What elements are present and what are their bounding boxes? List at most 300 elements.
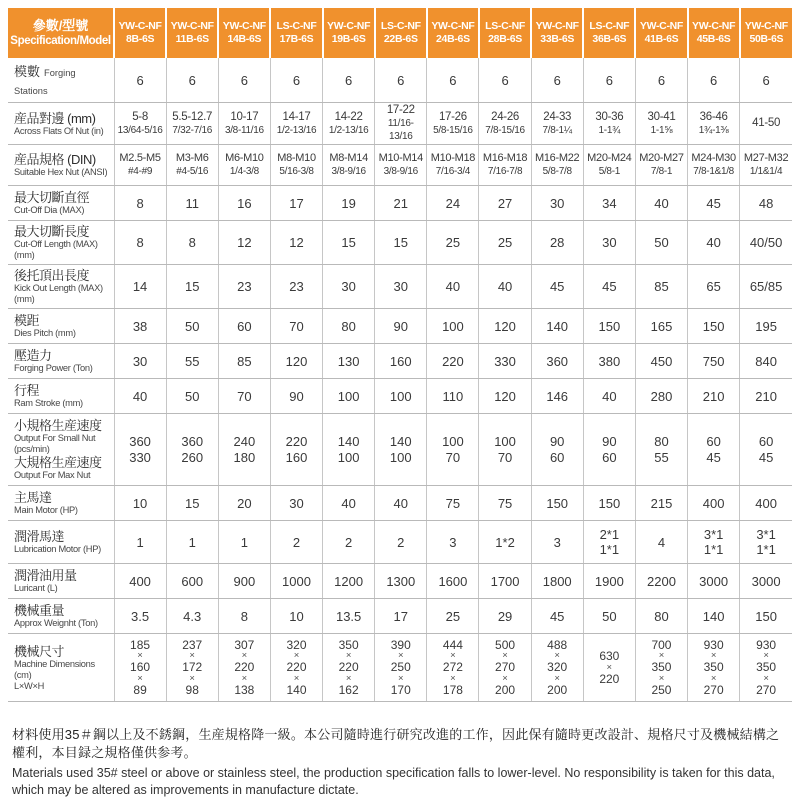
spec-cell [166, 521, 218, 564]
spec-cell-line: × [710, 650, 717, 662]
spec-model-header-zh: 參數/型號 [32, 18, 89, 33]
column-header-22b-6s [375, 8, 427, 58]
column-header-17b-6s [270, 8, 322, 58]
spec-cell [688, 634, 740, 702]
spec-cell-line: 840 [755, 353, 777, 369]
spec-cell-line: 7/8-15/16 [485, 124, 525, 136]
spec-cell [531, 414, 583, 486]
model-number: 33B-6S [540, 33, 575, 45]
spec-cell-line: 5-8 [132, 110, 148, 123]
spec-cell [635, 186, 687, 221]
spec-cell-line: 23 [237, 279, 252, 294]
row-label-output-speed [8, 414, 114, 486]
spec-cell [114, 265, 166, 309]
spec-cell-line: × [137, 650, 143, 662]
spec-cell [479, 599, 531, 634]
spec-cell-line: 380 [598, 353, 621, 369]
spec-cell [479, 634, 531, 702]
spec-cell [740, 414, 792, 486]
spec-cell-line: 600 [181, 573, 204, 589]
spec-cell [427, 58, 479, 103]
footnote-english: Materials used 35# steel or above or stainless steel, the production specification falls to lower-level. No responsibility is taken for this data, which may be altered as improvements in manufacture dictate. [12, 766, 775, 797]
spec-cell-line: 100 [337, 449, 360, 465]
spec-cell [583, 634, 635, 702]
spec-cell [427, 145, 479, 186]
spec-cell-line: 6 [553, 72, 561, 88]
spec-cell-line: 3 [449, 534, 457, 550]
spec-cell-line: 272 [442, 660, 463, 675]
spec-cell [583, 58, 635, 103]
model-number: 24B-6S [436, 33, 470, 45]
spec-cell-line: 41-50 [752, 117, 781, 129]
spec-cell [688, 103, 740, 145]
spec-cell [688, 564, 740, 599]
spec-cell [740, 309, 792, 344]
row-label-text: 壓造力 [14, 348, 52, 363]
spec-cell-line: 1¾-1⅜ [698, 124, 729, 136]
row-label-hex-nut [8, 145, 114, 186]
spec-cell-line: 630 [599, 649, 620, 663]
spec-cell-line: 160 [285, 449, 308, 465]
spec-cell [114, 344, 166, 379]
spec-cell-line: 30 [549, 195, 565, 211]
spec-cell-line: 17 [393, 608, 408, 624]
spec-cell-line: 120 [285, 353, 308, 369]
spec-cell [166, 221, 218, 265]
spec-cell-line: 5/16-3/8 [279, 166, 314, 177]
spec-cell-line: 100 [389, 449, 412, 465]
spec-cell-line: 170 [390, 682, 411, 697]
spec-cell [531, 145, 583, 186]
spec-cell-line: × [710, 672, 717, 684]
spec-cell [218, 414, 270, 486]
spec-cell-line: 5.5-12.7 [172, 110, 213, 123]
spec-cell [479, 309, 531, 344]
spec-cell [635, 221, 687, 265]
spec-cell-line: 85 [654, 279, 669, 294]
spec-cell-line: 110 [442, 388, 464, 404]
spec-cell [635, 58, 687, 103]
spec-cell-line: 165 [650, 318, 673, 334]
spec-cell-line: 60 [602, 449, 617, 465]
spec-cell [583, 599, 635, 634]
spec-cell [114, 564, 166, 599]
spec-cell-line: 45 [758, 449, 774, 465]
row-label-cutoff-dia [8, 186, 114, 221]
column-header-19b-6s [323, 8, 375, 58]
spec-cell-line: 200 [495, 682, 516, 697]
spec-model-header [8, 8, 114, 58]
spec-cell-line: 40/50 [749, 235, 783, 250]
spec-cell-line: 19 [341, 195, 356, 211]
spec-cell [583, 309, 635, 344]
model-series: YW-C-NF [692, 20, 736, 32]
spec-cell-line: 15 [393, 235, 408, 250]
spec-cell-line: 1600 [438, 573, 468, 589]
spec-cell [323, 564, 375, 599]
spec-cell-line: #4-#9 [128, 166, 153, 177]
spec-cell-line: × [345, 672, 352, 684]
spec-cell-line: M20-M27 [639, 152, 684, 164]
spec-cell-line: 6 [188, 72, 196, 88]
spec-cell [688, 521, 740, 564]
spec-cell-line: 1*2 [495, 534, 515, 550]
spec-cell-line: 260 [181, 449, 204, 465]
spec-cell [583, 521, 635, 564]
model-series: YW-C-NF [118, 20, 162, 32]
row-label-lubrication-motor [8, 521, 114, 564]
spec-cell [427, 564, 479, 599]
spec-cell [583, 186, 635, 221]
spec-cell-line: 8 [240, 608, 248, 624]
spec-cell-line: 220 [234, 660, 255, 675]
spec-cell-line: 34 [602, 195, 617, 211]
spec-cell-line: 4.3 [183, 608, 202, 624]
spec-cell-line: 60 [706, 433, 721, 449]
spec-cell [427, 103, 479, 145]
spec-cell [270, 344, 322, 379]
spec-cell [218, 564, 270, 599]
spec-cell-line: 70 [289, 318, 304, 334]
spec-cell [166, 265, 218, 309]
spec-cell-line: #4-5/16 [176, 166, 209, 177]
spec-cell-line: 700 [651, 637, 672, 652]
table-row-kickout-length [8, 265, 792, 309]
spec-cell-line: 3/8-11/16 [224, 124, 264, 136]
spec-cell-line: 360 [129, 433, 151, 449]
spec-cell-line: 6 [657, 72, 666, 88]
spec-cell-line: 50 [654, 235, 669, 250]
spec-cell [635, 521, 687, 564]
spec-cell [740, 221, 792, 265]
spec-cell [479, 414, 531, 486]
spec-cell-line: 1200 [334, 573, 364, 589]
spec-cell [427, 599, 479, 634]
spec-cell [740, 344, 792, 379]
spec-cell [270, 186, 322, 221]
table-row-weight [8, 599, 792, 634]
spec-cell-line: 1*1 [703, 542, 724, 557]
spec-cell-line: 7/8-1&1/8 [693, 166, 734, 177]
row-label-text: Across Flats Of Nut (in) [14, 125, 104, 136]
spec-cell [479, 265, 531, 309]
spec-cell-line: 6 [397, 72, 405, 88]
spec-cell-line: 330 [129, 449, 151, 465]
spec-cell [688, 379, 740, 414]
model-series: YW-C-NF [170, 20, 214, 32]
spec-cell [270, 309, 322, 344]
row-label-text: 後托頂出長度 [14, 268, 90, 283]
spec-cell-line: 30-36 [595, 110, 624, 123]
spec-cell-line: 12 [289, 235, 304, 250]
row-label-text: 大規格生産速度 [14, 455, 102, 470]
column-header-41b-6s [635, 8, 687, 58]
spec-cell-line: 17-22 [386, 104, 415, 116]
spec-cell [166, 309, 218, 344]
column-header-14b-6s [218, 8, 270, 58]
spec-cell [375, 521, 427, 564]
spec-cell-line: 24-26 [491, 110, 520, 123]
spec-cell [323, 344, 375, 379]
spec-cell-line: × [397, 672, 404, 684]
spec-cell [427, 486, 479, 521]
row-label-text: Luricant (L) [14, 583, 58, 593]
spec-cell-line: 270 [703, 682, 724, 697]
spec-cell-line: 3/8-9/16 [331, 166, 366, 177]
spec-cell-line: 75 [445, 495, 461, 511]
spec-cell-line: 48 [758, 195, 774, 211]
spec-cell [740, 265, 792, 309]
spec-cell [635, 634, 687, 702]
row-label-text: Forging Stations [14, 68, 76, 96]
spec-cell [375, 309, 427, 344]
spec-cell [166, 414, 218, 486]
spec-cell-line: 930 [756, 637, 777, 652]
spec-cell-line: 17-26 [438, 110, 467, 123]
spec-cell-line: 40 [706, 235, 721, 250]
column-header-24b-6s [427, 8, 479, 58]
spec-cell-line: × [345, 650, 352, 662]
model-series: YW-C-NF [639, 20, 684, 32]
spec-cell [375, 221, 427, 265]
row-label-text: Machine Dimensions (cm) [14, 658, 95, 680]
spec-cell-line: 140 [389, 433, 412, 449]
table-row-cutoff-length [8, 221, 792, 265]
spec-cell [583, 379, 635, 414]
model-series: LS-C-NF [276, 20, 317, 32]
spec-cell-line: 7/32-7/16 [172, 124, 212, 136]
spec-cell-line: 75 [497, 495, 513, 511]
model-series: LS-C-NF [380, 20, 421, 32]
row-label-text: Dies Pitch (mm) [14, 328, 76, 338]
spec-cell-line: 14 [132, 279, 148, 294]
row-label-text: Main Motor (HP) [14, 505, 78, 515]
spec-cell [270, 521, 322, 564]
spec-cell-line: 2 [397, 534, 405, 550]
spec-cell [270, 265, 322, 309]
spec-cell [688, 599, 740, 634]
table-body [8, 58, 792, 702]
spec-cell-line: 40 [341, 495, 356, 511]
spec-cell-line: 45 [602, 279, 617, 294]
spec-cell-line: × [658, 672, 665, 684]
spec-cell-line: 6 [345, 72, 353, 88]
spec-cell [479, 379, 531, 414]
spec-cell-line: 3*1 [703, 527, 724, 542]
spec-cell [270, 103, 322, 145]
spec-cell-line: 130 [337, 353, 360, 369]
spec-cell [740, 599, 792, 634]
spec-cell-line: 1/2-13/16 [276, 124, 317, 136]
spec-cell [218, 221, 270, 265]
spec-cell-line: 40 [445, 279, 461, 294]
spec-cell-line: 10 [132, 495, 148, 511]
spec-cell [479, 486, 531, 521]
spec-cell [583, 344, 635, 379]
spec-cell-line: 320 [547, 660, 568, 675]
spec-cell-line: 11/16-13/16 [387, 118, 414, 142]
spec-cell-line: 3*1 [756, 527, 776, 542]
spec-cell [740, 58, 792, 103]
spec-cell [166, 145, 218, 186]
spec-cell [740, 634, 792, 702]
spec-cell-line: 444 [442, 637, 463, 652]
spec-cell [688, 309, 740, 344]
row-label-text: 模距 [14, 313, 40, 328]
row-label-text: Suitable Hex Nut (ANSI) [14, 167, 108, 177]
spec-cell [323, 221, 375, 265]
spec-cell-line: 1000 [282, 573, 311, 589]
spec-cell-line: 270 [495, 660, 516, 675]
spec-cell-line: 2 [345, 534, 353, 550]
spec-cell-line: 2 [292, 534, 301, 550]
spec-cell-line: 1/2-13/16 [328, 124, 369, 136]
spec-cell-line: 350 [651, 660, 672, 675]
spec-cell-line: 1-1⅝ [650, 124, 673, 136]
spec-cell [375, 58, 427, 103]
spec-cell-line: 17 [289, 195, 304, 211]
spec-cell-line: 250 [651, 682, 672, 697]
row-label-dies-pitch [8, 309, 114, 344]
spec-cell [531, 103, 583, 145]
spec-cell-line: 40 [497, 279, 513, 294]
spec-model-header-en: Specification/Model [10, 35, 111, 47]
spec-cell-line: 24-33 [543, 110, 572, 123]
spec-cell-line: × [450, 672, 456, 684]
spec-cell [375, 379, 427, 414]
spec-cell-line: 750 [702, 353, 725, 369]
spec-cell [166, 634, 218, 702]
row-label-text: 模數 [14, 64, 41, 79]
spec-cell [270, 221, 322, 265]
spec-cell [218, 379, 270, 414]
spec-cell-line: 7/8-1 [650, 166, 673, 177]
spec-cell [375, 265, 427, 309]
row-label-dimensions [8, 634, 114, 702]
spec-cell-line: 4 [657, 534, 666, 550]
spec-cell [531, 521, 583, 564]
spec-cell-line: 14-22 [334, 110, 363, 123]
spec-cell-line: × [502, 672, 508, 684]
spec-cell-line: 1*1 [756, 542, 776, 557]
row-label-cutoff-length [8, 221, 114, 265]
spec-cell [479, 344, 531, 379]
spec-cell [375, 414, 427, 486]
spec-cell-line: 400 [129, 573, 151, 589]
spec-cell-line: 11 [185, 195, 199, 211]
spec-cell [740, 564, 792, 599]
spec-cell [375, 344, 427, 379]
spec-cell-line: 65/85 [749, 279, 783, 294]
spec-cell [740, 186, 792, 221]
spec-cell-line: 150 [755, 608, 777, 624]
spec-cell [740, 103, 792, 145]
spec-cell-line: M16-M22 [535, 152, 580, 164]
table-row-across-flats [8, 103, 792, 145]
spec-cell-line: 320 [286, 637, 307, 652]
spec-cell [427, 344, 479, 379]
spec-cell-line: 220 [338, 660, 359, 675]
spec-cell [323, 145, 375, 186]
spec-cell-line: 50 [184, 318, 200, 334]
spec-cell-line: 89 [133, 682, 147, 697]
spec-cell-line: 1*1 [599, 542, 620, 557]
spec-cell [583, 265, 635, 309]
spec-cell [531, 564, 583, 599]
spec-cell-line: 40 [393, 495, 408, 511]
table-row-dies-pitch [8, 309, 792, 344]
spec-cell [114, 634, 166, 702]
spec-cell [531, 58, 583, 103]
spec-cell-line: M3-M6 [175, 152, 209, 164]
spec-cell-line: 350 [338, 637, 359, 652]
spec-cell-line: × [397, 650, 404, 662]
spec-cell-line: 450 [650, 353, 673, 369]
spec-cell-line: 23 [289, 279, 304, 294]
row-label-text: 産品對邊 (mm) [14, 110, 96, 126]
footnote-chinese: 材料使用35＃鋼以上及不銹鋼，生産規格降一級。本公司隨時進行研究改進的工作，因此保有隨時更改設計、規格尺寸及機械結構之權利，本目録之規格僅供参考。 [12, 727, 780, 760]
spec-cell [166, 379, 218, 414]
spec-cell-line: 330 [494, 353, 516, 369]
spec-cell-line: 140 [337, 433, 360, 449]
table-row-ram-stroke [8, 379, 792, 414]
row-label-text: 機械重量 [14, 603, 65, 618]
spec-cell [583, 145, 635, 186]
spec-cell [427, 379, 479, 414]
spec-cell-line: M6-M10 [225, 152, 264, 164]
spec-cell [688, 221, 740, 265]
table-row-output-speed [8, 414, 792, 486]
spec-cell-line: 70 [445, 449, 461, 465]
spec-cell-line: 30 [289, 495, 304, 511]
model-number: 22B-6S [383, 33, 418, 45]
spec-cell [479, 564, 531, 599]
spec-cell-line: 15 [184, 279, 200, 294]
spec-cell-line: 210 [755, 388, 777, 404]
model-number: 50B-6S [749, 33, 784, 45]
spec-cell-line: 38 [132, 318, 148, 334]
spec-cell [166, 486, 218, 521]
spec-cell-line: 40 [132, 388, 148, 404]
spec-cell-line: 45 [549, 608, 565, 624]
spec-cell [688, 265, 740, 309]
spec-cell-line: M20-M24 [587, 152, 632, 164]
spec-cell-line: 390 [390, 637, 411, 652]
row-label-forging-power [8, 344, 114, 379]
spec-cell-line: 172 [182, 660, 203, 675]
spec-cell [218, 309, 270, 344]
model-series: YW-C-NF [222, 20, 266, 32]
row-label-kickout-length [8, 265, 114, 309]
spec-cell-line: × [241, 650, 248, 662]
spec-cell [114, 379, 166, 414]
spec-cell-line: 930 [703, 637, 724, 652]
row-label-text: Output For Small Nut [14, 433, 96, 443]
spec-cell-line: 185 [130, 637, 151, 652]
spec-cell-line: 85 [237, 353, 252, 369]
spec-cell-line: 200 [547, 682, 568, 697]
spec-cell [114, 145, 166, 186]
spec-cell-line: 24 [445, 195, 461, 211]
spec-cell-line: 5/8-1 [598, 166, 620, 177]
spec-cell [635, 379, 687, 414]
spec-cell-line: 2*1 [599, 527, 620, 542]
spec-cell [688, 186, 740, 221]
spec-cell [427, 186, 479, 221]
row-label-ram-stroke [8, 379, 114, 414]
column-header-8b-6s [114, 8, 166, 58]
table-row-lubricant [8, 564, 792, 599]
